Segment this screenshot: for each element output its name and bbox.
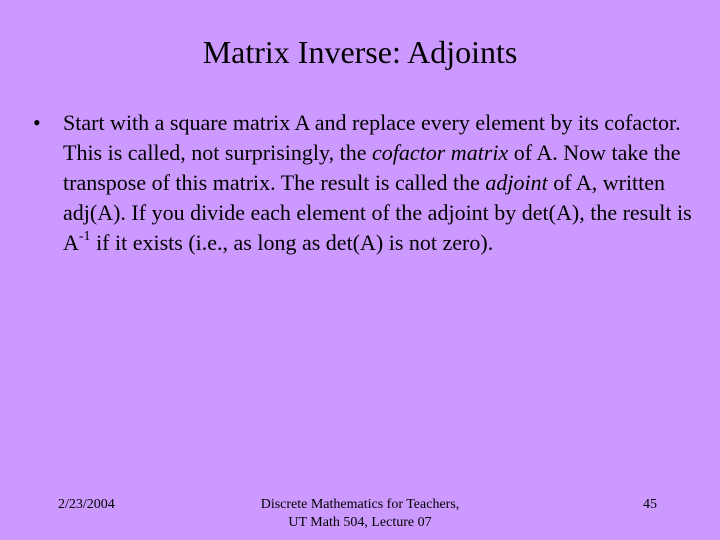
footer-course-line-2: UT Math 504, Lecture 07 [288, 515, 432, 530]
footer-course-line-1: Discrete Mathematics for Teachers, [260, 497, 460, 512]
slide-title: Matrix Inverse: Adjoints [202, 34, 518, 70]
bullet-text-part-3: of A, written adj(A). If you divide each element of the adjoint by det(A), the result is A [63, 170, 692, 255]
bullet-text-part-2: of A. Now take the transpose of this matrix. The result is called the [63, 140, 681, 195]
bullet-text [63, 108, 693, 258]
term-cofactor-matrix: cofactor matrix [371, 140, 509, 165]
inverse-exponent: -1 [78, 228, 91, 244]
term-adjoint: adjoint [485, 170, 548, 195]
footer-course-info [230, 496, 490, 532]
bullet-text-part-4: if it exists (i.e., as long as det(A) is not zero). [90, 230, 494, 255]
page-number: 45 [643, 497, 657, 512]
bullet-marker: • [33, 110, 41, 135]
footer-date: 2/23/2004 [58, 497, 115, 512]
bullet-text-part-1: Start with a square matrix A and replace every element by its cofactor. This is called, not surprisingly, the [63, 110, 681, 165]
bullet-item [33, 108, 693, 258]
